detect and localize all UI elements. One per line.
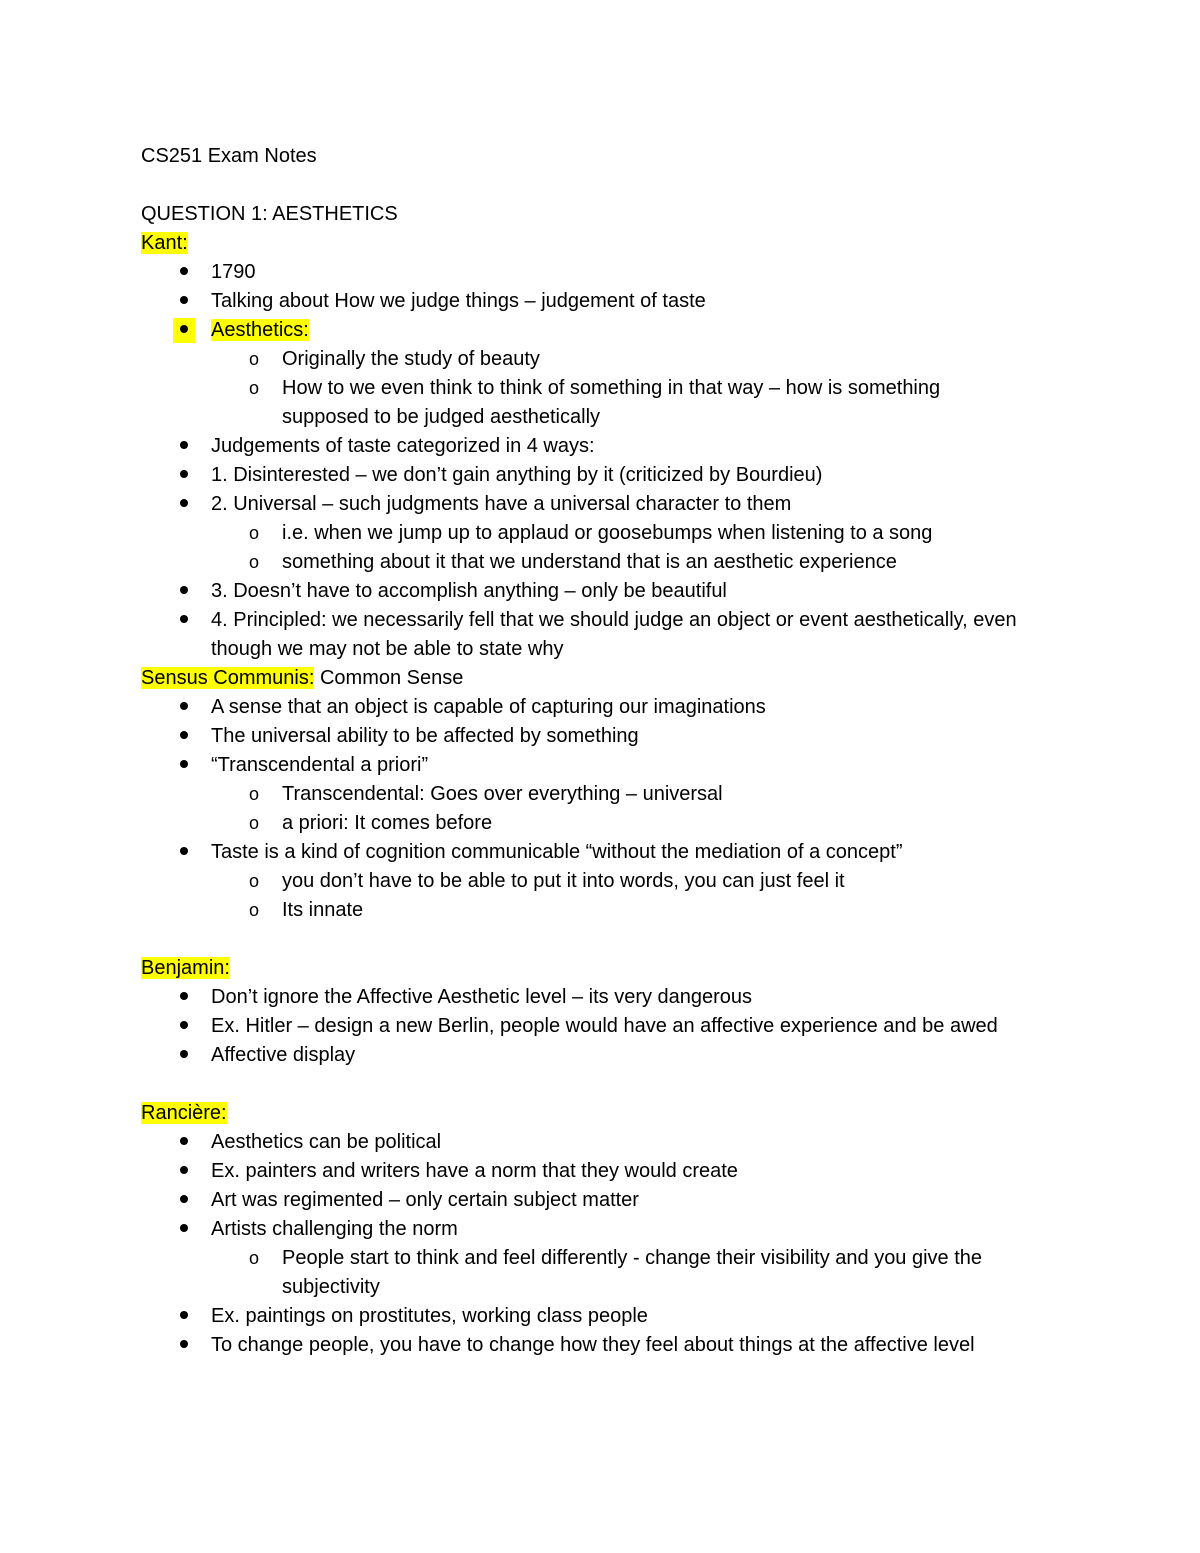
list-item — [141, 693, 1071, 722]
list-item-text: Ex. painters and writers have a norm that they would create — [211, 1160, 738, 1182]
bullet-icon — [177, 693, 191, 722]
list-item — [141, 1041, 1071, 1070]
bullet-icon — [177, 287, 191, 316]
list-item — [141, 1128, 1071, 1157]
list-item-text: Affective display — [211, 1044, 356, 1066]
list-item-text: Talking about How we judge things – judgement of taste — [211, 290, 706, 312]
bullet-icon — [177, 432, 191, 461]
bullet-icon — [177, 838, 191, 867]
list-item-text: 1790 — [211, 261, 256, 283]
list-item — [141, 432, 1071, 461]
document-body — [141, 142, 1071, 1360]
sub-list-item-text: a priori: It comes before — [282, 812, 493, 834]
list-item — [141, 983, 1071, 1012]
blank-line — [141, 1070, 1071, 1099]
bullet-icon — [177, 1302, 191, 1331]
list-item-text: Judgements of taste categorized in 4 ways: — [211, 435, 595, 457]
list-item-text: Artists challenging the norm — [211, 1218, 458, 1240]
circle-bullet-icon: o — [248, 784, 259, 804]
list-item-text: 1. Disinterested – we don’t gain anything by it (criticized by Bourdieu) — [211, 464, 823, 486]
list-item — [141, 838, 1071, 867]
circle-bullet-icon: o — [248, 523, 259, 543]
sub-list-item — [141, 896, 1071, 925]
blank-line — [141, 925, 1071, 954]
list-item — [141, 258, 1071, 287]
circle-bullet-icon: o — [248, 871, 259, 891]
document-title: CS251 Exam Notes — [141, 145, 317, 167]
list-item — [141, 606, 1041, 664]
list-item — [141, 1186, 1071, 1215]
sensus-heading-rest: Common Sense — [314, 667, 464, 689]
bullet-icon — [177, 1012, 191, 1041]
sub-list-item — [141, 1244, 1062, 1302]
list-item — [141, 722, 1071, 751]
bullet-icon — [177, 490, 191, 519]
bullet-icon — [177, 461, 191, 490]
list-item-text: “Transcendental a priori” — [211, 754, 429, 776]
sub-list-item — [141, 780, 1071, 809]
sub-list-item-text: How to we even think to think of something in that way – how is something supposed to be judged aesthetically — [282, 377, 941, 428]
list-item-text: Don’t ignore the Affective Aesthetic level – its very dangerous — [211, 986, 753, 1008]
circle-bullet-icon: o — [248, 813, 259, 833]
circle-bullet-icon: o — [248, 378, 259, 398]
bullet-icon — [177, 722, 191, 751]
sub-list-item-text: People start to think and feel differently - change their visibility and you give the subjectivity — [282, 1247, 983, 1298]
sub-list-item — [141, 548, 1071, 577]
kant-heading: Kant: — [141, 232, 188, 254]
circle-bullet-icon: o — [248, 349, 259, 369]
bullet-icon — [177, 1157, 191, 1186]
list-item — [141, 490, 1071, 519]
ranciere-heading: Rancière: — [141, 1102, 227, 1124]
sensus-heading-line — [141, 664, 1071, 693]
list-item — [141, 1215, 1071, 1244]
sub-list-item — [141, 809, 1071, 838]
sub-list-item-text: i.e. when we jump up to applaud or goosebumps when listening to a song — [282, 522, 933, 544]
bullet-icon — [177, 1215, 191, 1244]
list-item-text: The universal ability to be affected by something — [211, 725, 639, 747]
sub-list-item — [141, 519, 1071, 548]
list-item-text: Ex. Hitler – design a new Berlin, people would have an affective experience and be awed — [211, 1015, 998, 1037]
list-item — [141, 1331, 1071, 1360]
list-item-text: A sense that an object is capable of capturing our imaginations — [211, 696, 766, 718]
list-item-text: 2. Universal – such judgments have a universal character to them — [211, 493, 792, 515]
bullet-icon — [177, 1128, 191, 1157]
bullet-icon — [177, 1041, 191, 1070]
list-item — [141, 577, 1071, 606]
bullet-icon — [177, 1186, 191, 1215]
list-item — [141, 1302, 1071, 1331]
list-item-text: To change people, you have to change how they feel about things at the affective level — [211, 1334, 975, 1356]
bullet-icon — [177, 606, 191, 635]
list-item — [141, 751, 1071, 780]
question-heading: QUESTION 1: AESTHETICS — [141, 203, 398, 225]
bullet-icon — [177, 983, 191, 1012]
sub-list-item-text: you don’t have to be able to put it into words, you can just feel it — [282, 870, 845, 892]
list-item — [141, 287, 1071, 316]
blank-line — [141, 171, 1071, 200]
bullet-icon — [177, 751, 191, 780]
bullet-icon — [177, 1331, 191, 1360]
benjamin-heading: Benjamin: — [141, 957, 230, 979]
list-item — [141, 1157, 1071, 1186]
sub-list-item-text: something about it that we understand that is an aesthetic experience — [282, 551, 897, 573]
list-item-highlighted — [141, 316, 1071, 345]
sub-list-item — [141, 867, 1071, 896]
bullet-icon — [177, 258, 191, 287]
aesthetics-label: Aesthetics: — [211, 319, 309, 341]
list-item-text: Taste is a kind of cognition communicable “without the mediation of a concept” — [211, 841, 903, 863]
list-item-text: Aesthetics can be political — [211, 1131, 442, 1153]
bullet-icon — [177, 316, 191, 345]
list-item-text: 4. Principled: we necessarily fell that we should judge an object or event aesthetically, even though we may not be able to state why — [211, 609, 1017, 660]
list-item-text: Art was regimented – only certain subject matter — [211, 1189, 639, 1211]
circle-bullet-icon: o — [248, 1248, 259, 1268]
sub-list-item — [141, 374, 1002, 432]
sub-list-item-text: Its innate — [282, 899, 364, 921]
bullet-icon — [177, 577, 191, 606]
list-item — [141, 1012, 1071, 1041]
sub-list-item-text: Originally the study of beauty — [282, 348, 540, 370]
sensus-heading: Sensus Communis: — [141, 667, 315, 689]
list-item — [141, 461, 1071, 490]
sub-list-item-text: Transcendental: Goes over everything – universal — [282, 783, 723, 805]
circle-bullet-icon: o — [248, 552, 259, 572]
benjamin-heading-line — [141, 954, 1071, 983]
list-item-text: Ex. paintings on prostitutes, working class people — [211, 1305, 648, 1327]
ranciere-heading-line — [141, 1099, 1071, 1128]
circle-bullet-icon: o — [248, 900, 259, 920]
sub-list-item — [141, 345, 1071, 374]
list-item-text: 3. Doesn’t have to accomplish anything – only be beautiful — [211, 580, 727, 602]
kant-heading-line — [141, 229, 1071, 258]
